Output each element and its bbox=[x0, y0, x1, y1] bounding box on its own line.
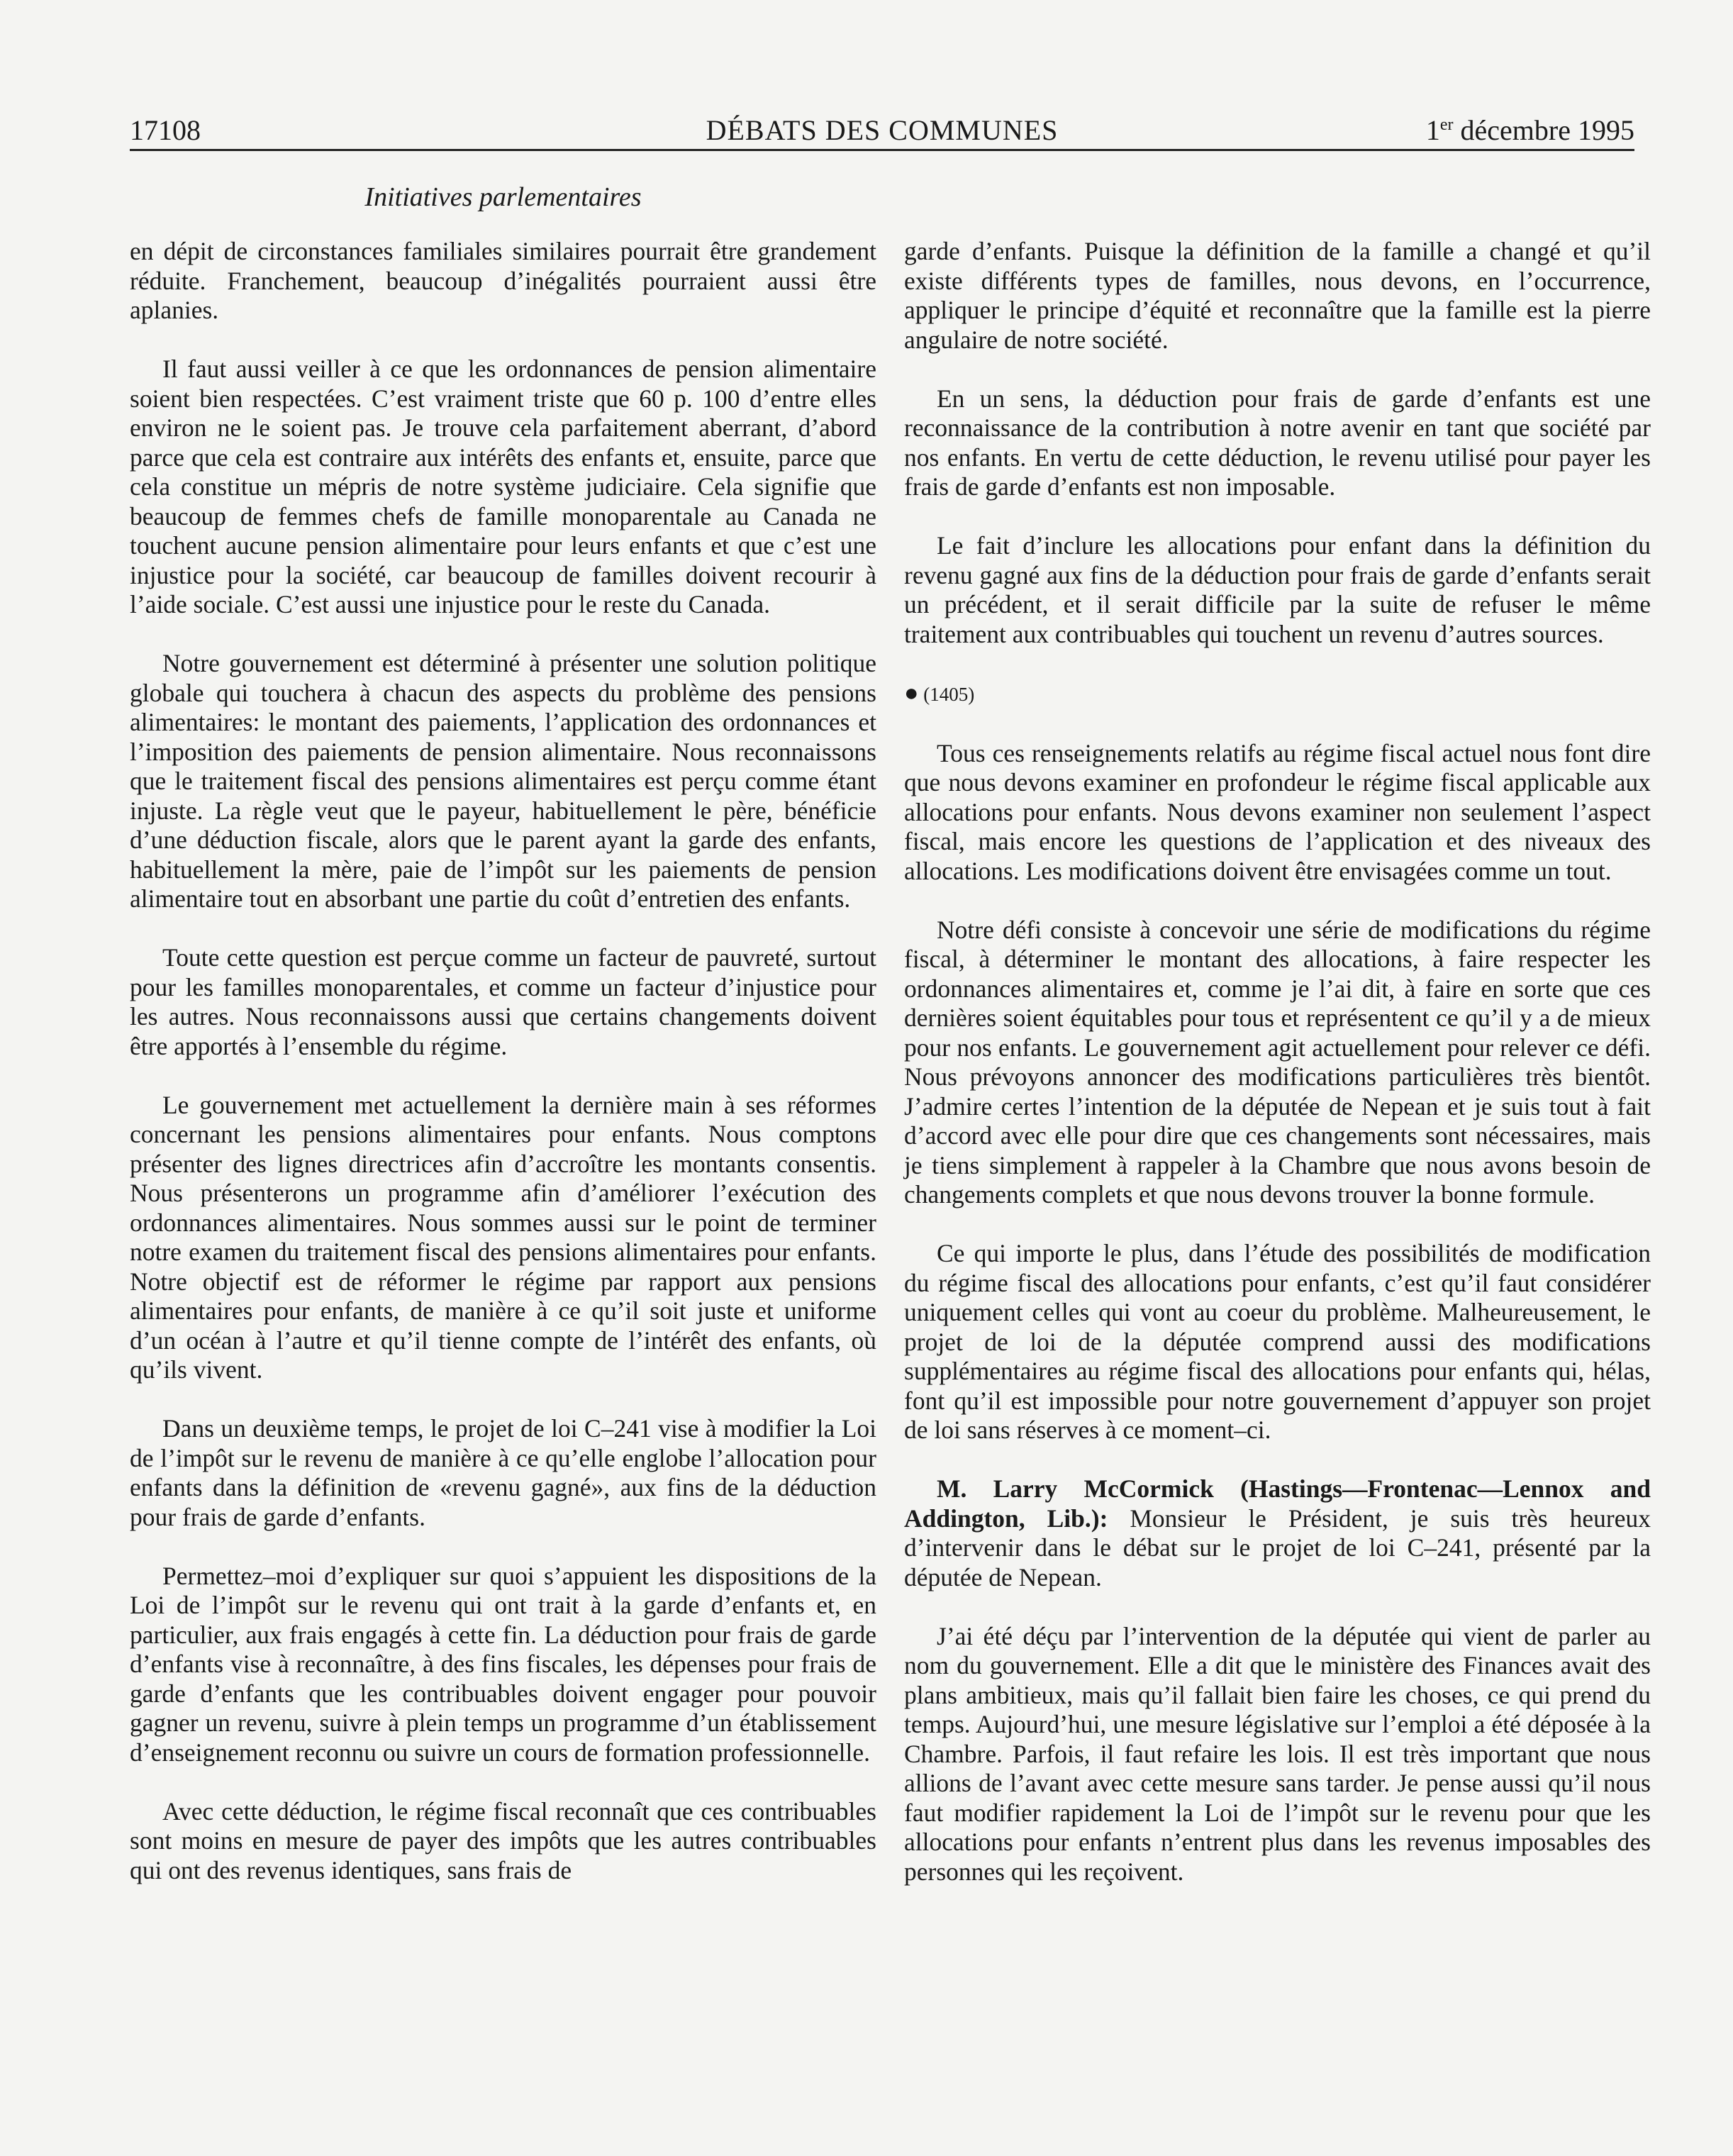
paragraph: Toute cette question est perçue comme un facteur de pauvreté, surtout pour les familles monoparentales, et comme un facteur d’injustice pour les autres. Nous reconnaissons aussi que certains changements doivent être apportés à l’ensemble du régime. bbox=[130, 943, 876, 1060]
page-number: 17108 bbox=[130, 114, 201, 146]
paragraph: Dans un deuxième temps, le projet de loi C–241 vise à modifier la Loi de l’impôt sur le revenu de manière à ce qu’elle englobe l’allocation pour enfants dans la définition de «revenu gagné», aux fins de la déduction pour frais de garde d’enfants. bbox=[130, 1414, 876, 1531]
timestamp bbox=[904, 679, 1651, 710]
bullet-icon: ● bbox=[904, 679, 919, 706]
date-month-year: décembre 1995 bbox=[1453, 114, 1634, 146]
paragraph: Le fait d’inclure les allocations pour enfant dans la définition du revenu gagné aux fins de la déduction pour frais de garde d’enfants serait un précédent, et il serait difficile par la suite de refuser le même traitement aux contribuables qui touchent un revenu d’autres sources. bbox=[904, 531, 1651, 648]
speech-text: Monsieur le Président, je suis très heureux d’intervenir dans le débat sur le projet de loi C–241, présenté par la députée de Nepean. bbox=[904, 1504, 1651, 1591]
section-title: Initiatives parlementaires bbox=[364, 182, 642, 212]
publication-date bbox=[1426, 111, 1634, 150]
paragraph: Notre défi consiste à concevoir une série de modifications du régime fiscal, à déterminer le montant des allocations, à faire respecter les ordonnances alimentaires et, comme je l’ai dit, à faire en sorte que ces dernières soient équitables pour tous et représentent ce qu’il y a de mieux pour nos enfants. Le gouvernement agit actuellement pour relever ce défi. Nous prévoyons annoncer des modifications particulières très bientôt. J’admire certes l’intention de la députée de Nepean et je suis tout à fait d’accord avec elle pour dire que ces changements sont nécessaires, mais je tiens simplement à rappeler à la Chambre que nous avons besoin de changements complets et que nous devons trouver la bonne formule. bbox=[904, 915, 1651, 1208]
paragraph: J’ai été déçu par l’intervention de la députée qui vient de parler au nom du gouvernement. Elle a dit que le ministère des Finances avait des plans ambitieux, mais qu’il fallait bien faire les choses, ce qui prend du temps. Aujourd’hui, une mesure législative sur l’emploi a été déposée à la Chambre. Parfois, il faut refaire les lois. Il est très important que nous allions de l’avant avec cette mesure sans tarder. Je pense aussi qu’il nous faut modifier rapidement la Loi de l’impôt sur le revenu pour que les allocations pour enfants n’entrent plus dans les revenus imposables des personnes qui les reçoivent. bbox=[904, 1621, 1651, 1886]
paragraph: Notre gouvernement est déterminé à présenter une solution politique globale qui touchera à chacun des aspects du problème des pensions alimentaires: le montant des paiements, l’application des ordonnances et l’imposition des paiements de pension alimentaire. Nous reconnaissons que le traitement fiscal des pensions alimentaires est perçu comme étant injuste. La règle veut que le payeur, habituellement le père, bénéficie d’une déduction fiscale, alors que le parent ayant la garde des enfants, habituellement la mère, paie de l’impôt sur les paiements de pension alimentaire tout en absorbant une partie du coût d’entretien des enfants. bbox=[130, 649, 876, 913]
paragraph: Avec cette déduction, le régime fiscal reconnaît que ces contribuables sont moins en mesure de payer des impôts que les autres contribuables qui ont des revenus identiques, sans frais de bbox=[130, 1796, 876, 1884]
date-day: 1 bbox=[1425, 114, 1440, 146]
paragraph: garde d’enfants. Puisque la définition de la famille a changé et qu’il existe différents types de familles, nous devons, en l’occurrence, appliquer le principe d’équité et reconnaître que la famille est la pierre angulaire de notre société. bbox=[904, 237, 1651, 354]
left-column bbox=[130, 237, 876, 1915]
paragraph: Tous ces renseignements relatifs au régime fiscal actuel nous font dire que nous devons examiner en profondeur le régime fiscal applicable aux allocations pour enfants. Nous devons examiner non seulement l’aspect fiscal, mais encore les questions de l’application et des niveaux des allocations. Les modifications doivent être envisagées comme un tout. bbox=[904, 738, 1651, 885]
header-rule bbox=[130, 149, 1634, 151]
publication-title: DÉBATS DES COMMUNES bbox=[706, 114, 1059, 146]
speaker-name: M. Larry McCormick (Hastings—Frontenac—Lennox and Addington, Lib.): bbox=[904, 1474, 1651, 1533]
speech-paragraph bbox=[904, 1474, 1651, 1592]
paragraph: Ce qui importe le plus, dans l’étude des possibilités de modification du régime fiscal des allocations pour enfants, c’est qu’il faut considérer uniquement celles qui vont au coeur du problème. Malheureusement, le projet de loi de la députée comprend aussi des modifications supplémentaires au régime fiscal des allocations pour enfants qui, hélas, font qu’il est impossible pour notre gouvernement d’appuyer son projet de loi sans réserves à ce moment–ci. bbox=[904, 1239, 1651, 1444]
paragraph: Le gouvernement met actuellement la dernière main à ses réformes concernant les pensions alimentaires pour enfants. Nous comptons présenter des lignes directrices afin d’accroître les montants consentis. Nous présenterons un programme afin d’améliorer l’exécution des ordonnances alimentaires. Nous sommes aussi sur le point de terminer notre examen du traitement fiscal des pensions alimentaires pour enfants. Notre objectif est de réformer le régime par rapport aux pensions alimentaires pour enfants, de manière à ce qu’il soit juste et uniforme d’un océan à l’autre et qu’il tienne compte de l’intérêt des enfants, où qu’ils vivent. bbox=[130, 1090, 876, 1384]
paragraph: Il faut aussi veiller à ce que les ordonnances de pension alimentaire soient bien respectées. C’est vraiment triste que 60 p. 100 d’entre elles environ ne le soient pas. Je trouve cela parfaitement aberrant, d’abord parce que cela est contraire aux intérêts des enfants et, ensuite, parce que cela constitue un mépris de notre système judiciaire. Cela signifie que beaucoup de femmes chefs de famille monoparentale au Canada ne touchent aucune pension alimentaire pour leurs enfants et que c’est une injustice pour la société, car beaucoup de familles doivent recourir à l’aide sociale. C’est aussi une injustice pour le reste du Canada. bbox=[130, 355, 876, 618]
date-suffix: er bbox=[1439, 116, 1454, 134]
paragraph: Permettez–moi d’expliquer sur quoi s’appuient les dispositions de la Loi de l’impôt sur le revenu qui ont trait à la garde d’enfants et, en particulier, aux frais engagés à cette fin. La déduction pour frais de garde d’enfants vise à reconnaître, à des fins fiscales, les dépenses pour frais de garde d’enfants que les contribuables doivent engager pour pouvoir gagner un revenu, suivre à plein temps un programme d’un établissement d’enseignement reconnu ou suivre un cours de formation professionnelle. bbox=[130, 1561, 876, 1767]
paragraph: en dépit de circonstances familiales similaires pourrait être grandement réduite. Franchement, beaucoup d’inégalités pourraient aussi être aplanies. bbox=[130, 237, 876, 324]
paragraph: En un sens, la déduction pour frais de garde d’enfants est une reconnaissance de la contribution à notre avenir en tant que société par nos enfants. En vertu de cette déduction, le revenu utilisé pour payer les frais de garde d’enfants est non imposable. bbox=[904, 384, 1651, 501]
timestamp-time: (1405) bbox=[923, 683, 975, 705]
page-header bbox=[130, 111, 1634, 150]
right-column bbox=[904, 237, 1651, 1916]
